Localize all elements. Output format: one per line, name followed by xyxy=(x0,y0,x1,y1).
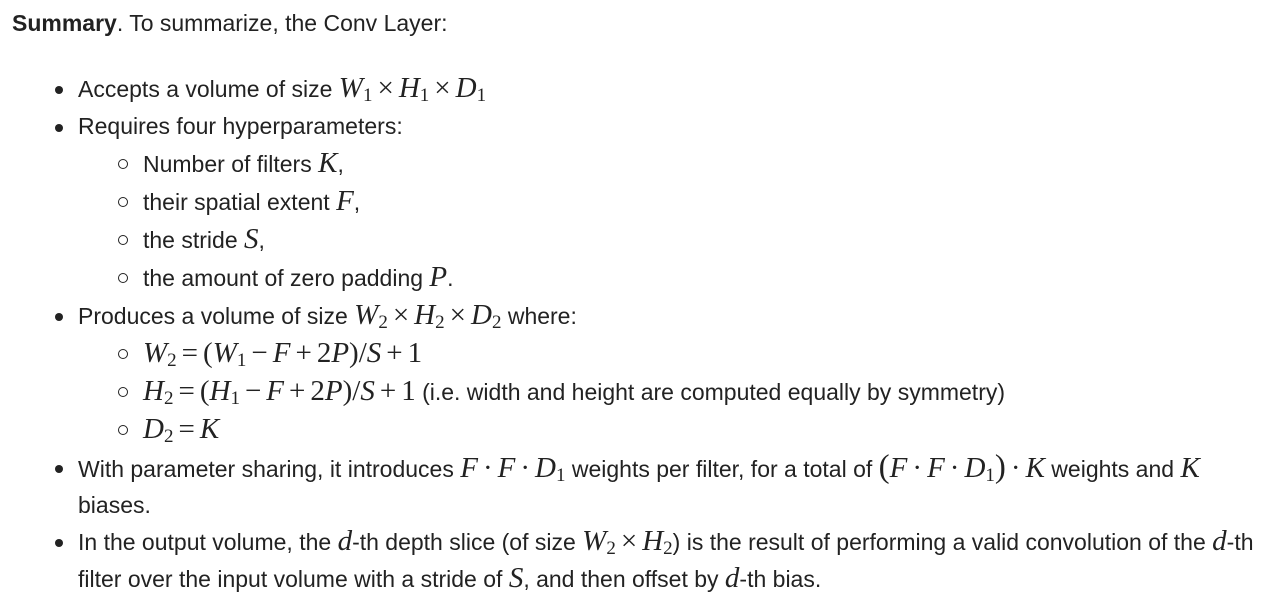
output-formula-list xyxy=(78,335,1268,449)
math-symbol: S xyxy=(244,223,259,255)
input-depth-symbol: $D_1$ xyxy=(455,72,487,106)
bullet-output-volume: In the output volume, the d-th depth slice (of size $W_2 \times H_2$) is the result of performing a valid convolution of the d-th filter over the input volume with a stride of S, and then offset by d-th bias. xyxy=(12,523,1268,597)
bullet-produces-text: Produces a volume of size xyxy=(78,303,355,329)
bullet-parameter-sharing: With parameter sharing, it introduces $F \cdot F \cdot D_1$ weights per filter, for a total of $(F \cdot F \cdot D_1) \cdot K$ weights and K biases. xyxy=(12,449,1268,523)
output-width-symbol: $W_2$ xyxy=(354,299,388,333)
math-symbol: F xyxy=(336,185,354,217)
hyperparameter-list xyxy=(78,145,1268,297)
document-body xyxy=(12,8,1268,597)
hyperparameter-item: the amount of zero padding P. xyxy=(78,259,1268,297)
bullet-requires-text: Requires four hyperparameters: xyxy=(78,113,403,139)
input-width-symbol: $W_1$ xyxy=(338,72,373,106)
times-operator: × xyxy=(434,72,451,104)
symmetry-note: (i.e. width and height are computed equally by symmetry) xyxy=(415,379,1006,405)
hyperparameter-item: their spatial extent F, xyxy=(78,183,1268,221)
hyperparameter-item: Number of filters K, xyxy=(78,145,1268,183)
times-operator: × xyxy=(377,72,394,104)
input-height-symbol: $H_1$ xyxy=(398,72,430,106)
math-symbol: P xyxy=(429,261,448,293)
bullet-accepts xyxy=(12,70,1268,108)
summary-heading: Summary xyxy=(12,10,117,36)
bullet-requires xyxy=(12,108,1268,297)
bullet-accepts-text: Accepts a volume of size xyxy=(78,76,339,102)
depth-formula: $D_2 = K$ xyxy=(78,411,1268,449)
summary-text: . To summarize, the Conv Layer: xyxy=(116,10,448,36)
hyperparameter-item: the stride S, xyxy=(78,221,1268,259)
height-formula: $H_2 = (H_1 - F + 2P)/S + 1$ (i.e. width and height are computed equally by symmetry) xyxy=(78,373,1268,411)
output-depth-symbol: $D_2$ xyxy=(470,299,502,333)
summary-intro xyxy=(12,8,1268,38)
summary-bullet-list xyxy=(12,70,1268,597)
output-height-symbol: $H_2$ xyxy=(414,299,445,333)
math-symbol: K xyxy=(318,147,338,179)
bullet-produces: Produces a volume of size $W_2 \times H_2 \times D_2$ where: $W_2 = (W_1 - F + 2P)/S + 1$ $H_2 = (H_1 - F + 2P)/S + 1$ (i.e. width and height are computed equally by symmetry) $D_2 = K$ xyxy=(12,297,1268,449)
width-formula: $W_2 = (W_1 - F + 2P)/S + 1$ xyxy=(78,335,1268,373)
